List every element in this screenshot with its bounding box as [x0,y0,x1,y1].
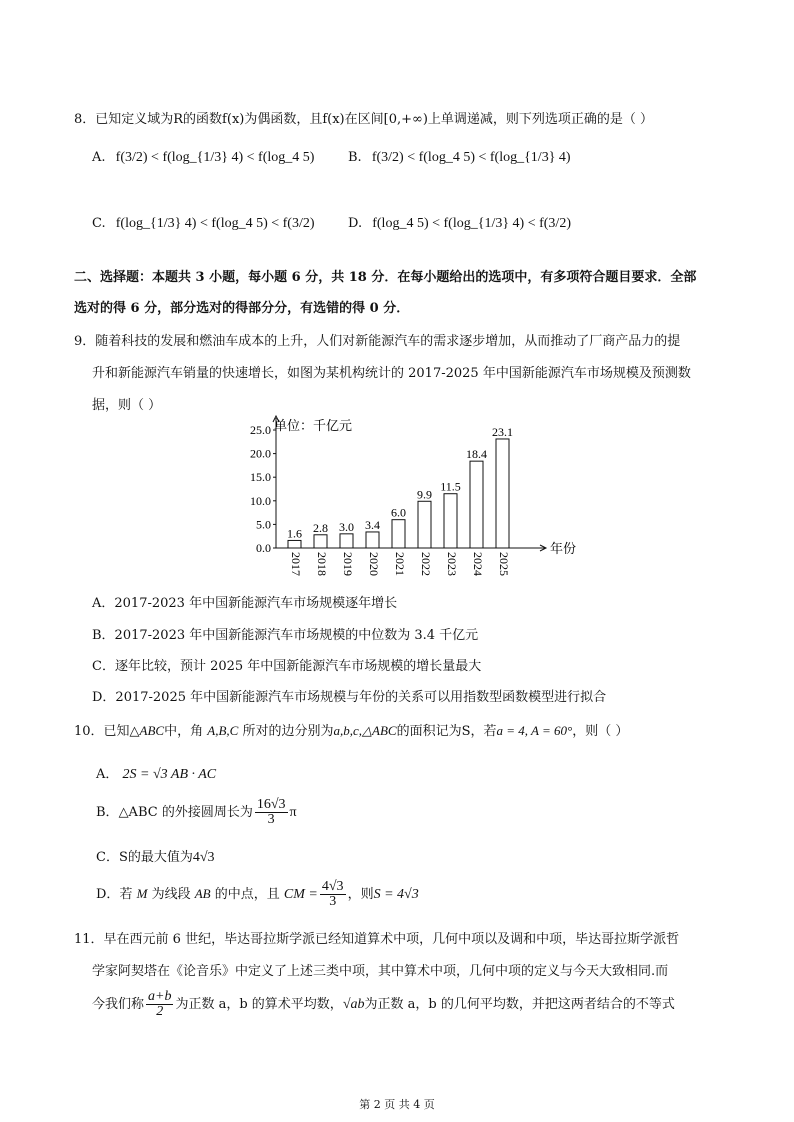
q11-line-3-text-c: 为正数 a，b 的几何平均数，并把这两者结合的不等式 [364,997,675,1012]
q8-option-c-expr: f(log_{1/3} 4) < f(log_4 5) < f(3/2) [115,216,315,231]
bar-value-label: 18.4 [466,447,487,462]
q10-option-d-text-2: 为线段 [151,887,191,902]
q8-option-a-expr: f(3/2) < f(log_{1/3} 4) < f(log_4 5) [115,150,315,165]
q10-option-d-s: S = 4√3 [373,887,419,902]
q11-frac-numerator: a+b [148,989,172,1004]
x-tick-label: 2018 [314,552,329,576]
x-tick-label: 2023 [444,552,459,576]
bar [470,461,483,548]
q10-option-d-denominator: 3 [329,894,337,909]
q10-stem-part-d: A,B,C [207,723,239,738]
q10-option-c-value: 4√3 [192,850,215,865]
bar [314,535,327,548]
q10-option-d-ab: AB [194,886,211,901]
q10-option-d-numerator: 4√3 [321,879,344,894]
q10-option-b-label: B． [96,805,119,820]
y-tick-label: 20.0 [250,446,271,461]
bar [366,532,379,548]
q10-stem-part-b: ABC [139,723,165,738]
q11-line-3-text-b: 为正数 a，b 的算术平均数， [175,997,343,1012]
q9-stem-line-1: 9．随着科技的发展和燃油车成本的上升，人们对新能源汽车的需求逐步增加，从而推动了厂商产品力的提 [74,334,681,349]
y-tick-label: 10.0 [250,493,271,508]
q10-stem-part-c: 中，角 [164,724,204,739]
q10-stem-part-h: 的面积记为S，若 [396,724,497,739]
y-axis-label: 单位：千亿元 [274,419,353,434]
q8-option-b [348,150,571,166]
bar-value-label: 3.4 [365,517,380,532]
q11-line-1: 11．早在西元前 6 世纪，毕达哥拉斯学派已经知道算术中项，几何中项以及调和中项，毕达哥拉斯学派哲 [74,932,680,947]
q10-option-c-text: S的最大值为 [118,850,193,865]
q9-option-c: C．逐年比较，预计 2025 年中国新能源汽车市场规模的增长量最大 [92,659,482,674]
section-2-heading-line-2: 选对的得 6 分，部分选对的得部分分，有选错的得 0 分． [74,301,410,316]
market-size-chart [236,410,577,584]
q8-option-a-label: A. [92,150,106,165]
bar-value-label: 1.6 [287,526,302,541]
bar-value-label: 23.1 [492,424,513,439]
bar [340,534,353,548]
x-tick-label: 2021 [392,552,407,576]
q8-option-d [348,216,571,232]
bar-value-label: 3.0 [339,519,354,534]
q10-option-b-denominator: 3 [267,812,275,827]
q10-stem [74,720,628,739]
y-tick-label: 0.0 [256,541,271,555]
q10-option-d-label: D． [96,887,120,902]
bar-value-label: 2.8 [313,520,328,535]
q10-option-d [96,880,419,909]
q9-stem-line-3: 据，则（ ） [92,398,162,413]
q10-option-d-text-3: 的中点，且 [214,887,280,902]
q10-option-b-text: △ABC 的外接圆周长为 [118,805,253,820]
q9-stem-line-2: 升和新能源汽车销量的快速增长，如图为某机构统计的 2017-2025 年中国新能源汽车市场规模及预测数 [92,366,691,381]
page-footer: 第 2 页 共 4 页 [359,1098,435,1111]
bar-value-label: 11.5 [440,479,461,494]
bar [288,540,301,548]
y-tick-label: 15.0 [250,470,271,485]
q11-line-2: 学家阿契塔在《论音乐》中定义了上述三类中项，其中算术中项，几何中项的定义与今天大致相同.而 [92,964,669,979]
x-tick-label: 2022 [418,552,433,576]
q10-option-a [96,763,216,783]
x-tick-label: 2019 [340,552,355,576]
q8-stem: 8．已知定义域为R的函数f(x)为偶函数，且f(x)在区间[0,+∞)上单调递减，则下列选项正确的是（ ） [74,112,654,127]
q10-option-c-label: C． [96,850,119,865]
q10-stem-part-f: a,b,c, [333,723,363,738]
q11-line-3-text-a: 今我们称 [92,997,145,1012]
bar [496,439,509,548]
q9-option-d: D．2017-2025 年中国新能源汽车市场规模与年份的关系可以用指数型函数模型进行拟合 [92,690,607,705]
q8-option-b-expr: f(3/2) < f(log_4 5) < f(log_{1/3} 4) [371,150,571,165]
q10-option-d-fraction [320,880,346,909]
q10-option-d-m: M [136,886,148,901]
q10-option-b-fraction [255,798,288,827]
q10-option-a-expr: 2S = √3 AB · AC [122,767,217,782]
q10-option-b-numerator: 16√3 [256,797,286,812]
bar [444,494,457,548]
x-tick-label: 2025 [496,552,511,576]
q10-option-c [96,846,215,866]
q10-stem-part-a: 10．已知△ [74,724,140,739]
x-tick-label: 2017 [288,552,303,576]
q10-stem-part-i: a = 4, A = 60° [496,723,573,738]
q10-option-d-text-1: 若 [119,887,133,902]
q10-option-a-label: A． [96,767,119,782]
y-tick-label: 5.0 [256,517,271,532]
q10-stem-part-g: △ABC [362,723,397,738]
q10-stem-part-j: ，则（ ） [572,724,629,739]
bar-value-label: 6.0 [391,505,406,520]
bar-value-label: 9.9 [417,487,432,502]
q9-option-a: A．2017-2023 年中国新能源汽车市场规模逐年增长 [92,596,398,611]
q9-option-b: B．2017-2023 年中国新能源汽车市场规模的中位数为 3.4 千亿元 [92,628,479,643]
q10-option-b-pi: π [289,805,297,820]
q8-option-d-label: D. [348,216,363,231]
q8-option-c [92,216,315,232]
q11-arith-mean-fraction [146,990,173,1019]
bar [392,520,405,548]
q11-sqrt-ab: √ab [342,997,365,1012]
y-tick-label: 25.0 [250,423,271,437]
x-tick-label: 2024 [470,552,485,576]
q10-option-d-cm: CM = [283,887,318,902]
section-2-heading-line-1: 二、选择题：本题共 3 小题，每小题 6 分，共 18 分．在每小题给出的选项中，有多项符合题目要求．全部 [74,270,697,285]
x-axis-label: 年份 [550,542,577,557]
q10-stem-part-e: 所对的边分别为 [242,724,334,739]
q11-frac-denominator: 2 [156,1004,164,1019]
bar-chart-svg [236,410,577,580]
q8-option-c-label: C. [92,216,106,231]
x-tick-label: 2020 [366,552,381,576]
q10-option-b [96,798,297,827]
q8-option-b-label: B. [348,150,362,165]
q8-option-d-expr: f(log_4 5) < f(log_{1/3} 4) < f(3/2) [372,216,571,231]
bar [418,501,431,548]
q10-option-d-text-4: ，则 [347,887,374,902]
q11-line-3 [92,990,675,1019]
q8-option-a [92,150,314,166]
